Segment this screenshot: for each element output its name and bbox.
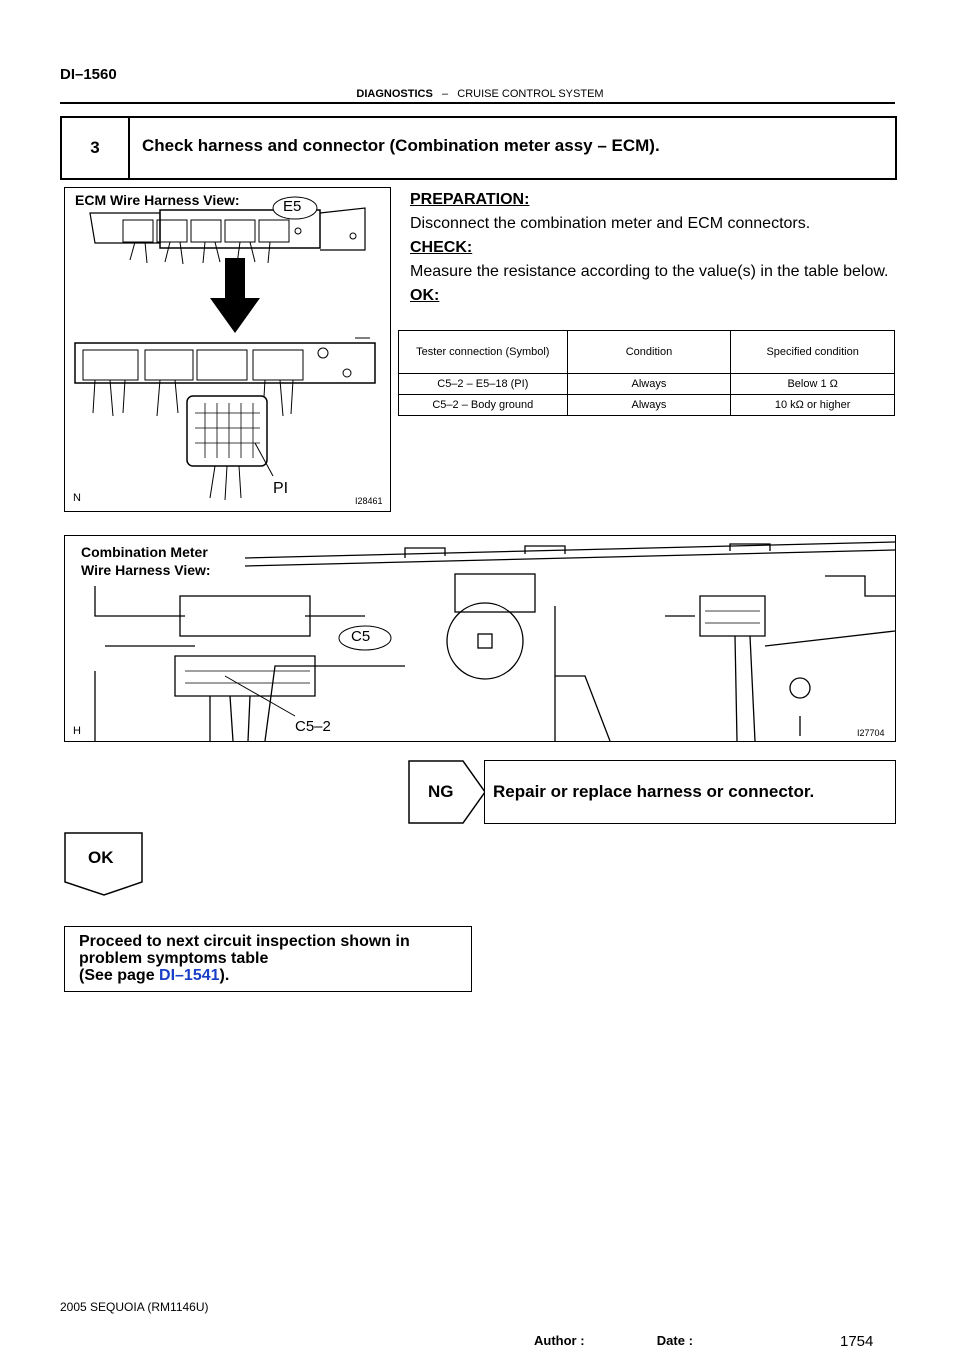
meter-figure-label-2: Wire Harness View: <box>81 562 211 578</box>
instructions <box>410 188 898 308</box>
prep-text: Disconnect the combination meter and ECM connectors. <box>410 215 811 232</box>
footer-model: 2005 SEQUOIA (RM1146U) <box>60 1300 209 1314</box>
table-cell: C5–2 – E5–18 (PI) <box>399 374 568 395</box>
meter-harness-figure <box>64 535 896 742</box>
table-cell: Always <box>567 395 731 416</box>
page-link[interactable]: DI–1541 <box>159 967 220 984</box>
meter-figure-label-1: Combination Meter <box>81 544 208 560</box>
meter-connector-label: C5 <box>351 628 371 645</box>
table-cell: Below 1 Ω <box>731 374 895 395</box>
ecm-figure-id: I28461 <box>355 496 383 506</box>
page-number: 1754 <box>840 1333 874 1350</box>
section-title <box>0 88 960 100</box>
spec-table <box>398 330 895 416</box>
page-code: DI–1560 <box>60 66 117 83</box>
meter-corner-mark: H <box>73 725 81 737</box>
ecm-figure-label: ECM Wire Harness View: <box>75 192 240 208</box>
proceed-box <box>64 926 472 992</box>
ng-action-text: Repair or replace harness or connector. <box>493 782 815 801</box>
step-number: 3 <box>62 118 130 178</box>
meter-terminal-label: C5–2 <box>295 718 331 735</box>
ecm-harness-illustration <box>65 188 390 511</box>
ok-label: OK <box>88 848 114 867</box>
section-name: DIAGNOSTICS <box>356 88 433 100</box>
ecm-connector-label: E5 <box>283 198 302 215</box>
proceed-line-1: Proceed to next circuit inspection shown in <box>79 933 410 950</box>
ecm-terminal-label: PI <box>273 480 289 497</box>
table-cell: 10 kΩ or higher <box>731 395 895 416</box>
prep-heading: PREPARATION: <box>410 191 530 208</box>
ng-label: NG <box>428 782 454 801</box>
meter-figure-id: I27704 <box>857 728 885 738</box>
proceed-text <box>79 933 410 984</box>
ecm-harness-figure <box>64 187 391 512</box>
proceed-line-3 <box>79 967 410 984</box>
subsection-name: CRUISE CONTROL SYSTEM <box>457 88 604 100</box>
check-text: Measure the resistance according to the value(s) in the table below. <box>410 263 889 280</box>
ecm-corner-mark: N <box>73 492 81 504</box>
proceed-line-2: problem symptoms table <box>79 950 269 967</box>
step-title: Check harness and connector (Combination meter assy – ECM). <box>142 136 660 155</box>
header-rule <box>60 102 895 104</box>
table-header: Tester connection (Symbol) <box>399 331 568 374</box>
table-header: Condition <box>567 331 731 374</box>
check-heading: CHECK: <box>410 239 473 256</box>
ng-action-box <box>484 760 896 824</box>
step-box <box>60 116 897 180</box>
proceed-prefix: (See page <box>79 967 160 984</box>
table-cell: Always <box>567 374 731 395</box>
table-header: Specified condition <box>731 331 895 374</box>
proceed-suffix: ). <box>219 967 230 984</box>
table-cell: C5–2 – Body ground <box>399 395 568 416</box>
section-dash: – <box>442 88 449 100</box>
author-date: Author : Date : <box>534 1333 693 1348</box>
ok-heading: OK: <box>410 287 440 304</box>
